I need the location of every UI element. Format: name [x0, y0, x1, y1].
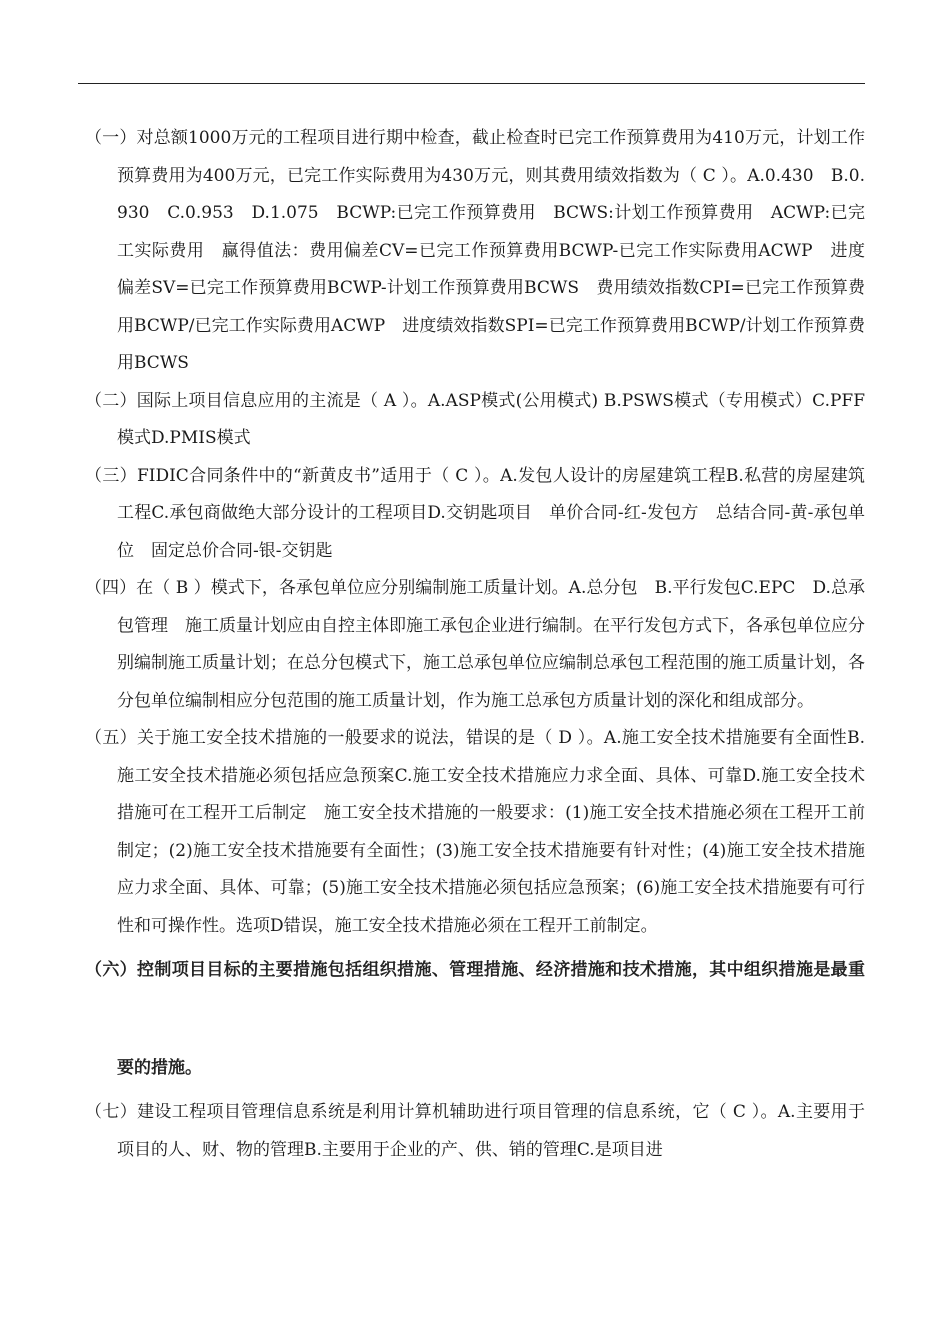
question-2 [85, 383, 865, 458]
question-number: （一） [85, 128, 137, 148]
question-text: 控制项目目标的主要措施包括组织措施、管理措施、经济措施和技术措施，其中组织措施是最重要的措施。 [117, 960, 866, 1078]
question-number: （七） [85, 1102, 138, 1122]
header-rule [78, 83, 865, 84]
question-text: 对总额1000万元的工程项目进行期中检查，截止检查时已完工作预算费用为410万元，计划工作预算费用为400万元，已完工作实际费用为430万元，则其费用绩效指数为（ C ）。A.0.430 B.0.930 C.0.953 D.1.075 BCWP:已完工作预算费用 BCWS:计划工作预算费用 ACWP:已完工实际费用 赢得值法：费用偏差CV=已完工作预算费用BCWP-已完工作实际费用ACWP 进度偏差SV=已完工作预算费用BCWP-计划工作预算费用BCWS 费用绩效指数CPI=已完工作预算费用BCWP/已完工作实际费用ACWP 进度绩效指数SPI=已完工作预算费用BCWP/计划工作预算费用BCWS [117, 128, 866, 373]
question-text: FIDIC合同条件中的“新黄皮书”适用于（ C ）。A.发包人设计的房屋建筑工程B.私营的房屋建筑工程C.承包商做绝大部分设计的工程项目D.交钥匙项目 单价合同-红-发包方 总结合同-黄-承包单位 固定总价合同-银-交钥匙 [117, 465, 866, 561]
document-body [85, 120, 865, 1169]
question-6 [85, 921, 865, 1117]
question-5 [85, 720, 865, 945]
question-4 [85, 570, 865, 720]
question-text: 在（ B ）模式下，各承包单位应分别编制施工质量计划。A.总分包 B.平行发包C.EPC D.总承包管理 施工质量计划应由自控主体即施工承包企业进行编制。在平行发包方式下，各承包单位应分别编制施工质量计划；在总分包模式下，施工总承包单位应编制总承包工程范围的施工质量计划，各分包单位编制相应分包范围的施工质量计划，作为施工总承包方质量计划的深化和组成部分。 [117, 578, 866, 711]
question-1 [85, 120, 865, 383]
question-number: （三） [85, 465, 137, 486]
question-3 [85, 458, 865, 571]
question-7 [85, 1094, 865, 1169]
question-text: 国际上项目信息应用的主流是（ A ）。A.ASP模式(公用模式) B.PSWS模式（专用模式）C.PFF模式D.PMIS模式 [117, 390, 866, 448]
question-number: （二） [85, 390, 137, 411]
question-text: 关于施工安全技术措施的一般要求的说法，错误的是（ D ）。A.施工安全技术措施要有全面性B.施工安全技术措施必须包括应急预案C.施工安全技术措施应力求全面、具体、可靠D.施工安全技术措施可在工程开工后制定 施工安全技术措施的一般要求：(1)施工安全技术措施必须在工程开工前制定；(2)施工安全技术措施要有全面性；(3)施工安全技术措施要有针对性；(4)施工安全技术措施应力求全面、具体、可靠；(5)施工安全技术措施必须包括应急预案；(6)施工安全技术措施要有可行性和可操作性。选项D错误，施工安全技术措施必须在工程开工前制定。 [117, 728, 866, 936]
question-text: 建设工程项目管理信息系统是利用计算机辅助进行项目管理的信息系统，它（ C ）。A.主要用于项目的人、财、物的管理B.主要用于企业的产、供、销的管理C.是项目进 [117, 1102, 866, 1160]
question-number: （六） [85, 960, 138, 980]
question-number: （四） [85, 578, 137, 598]
question-number: （五） [85, 728, 137, 748]
